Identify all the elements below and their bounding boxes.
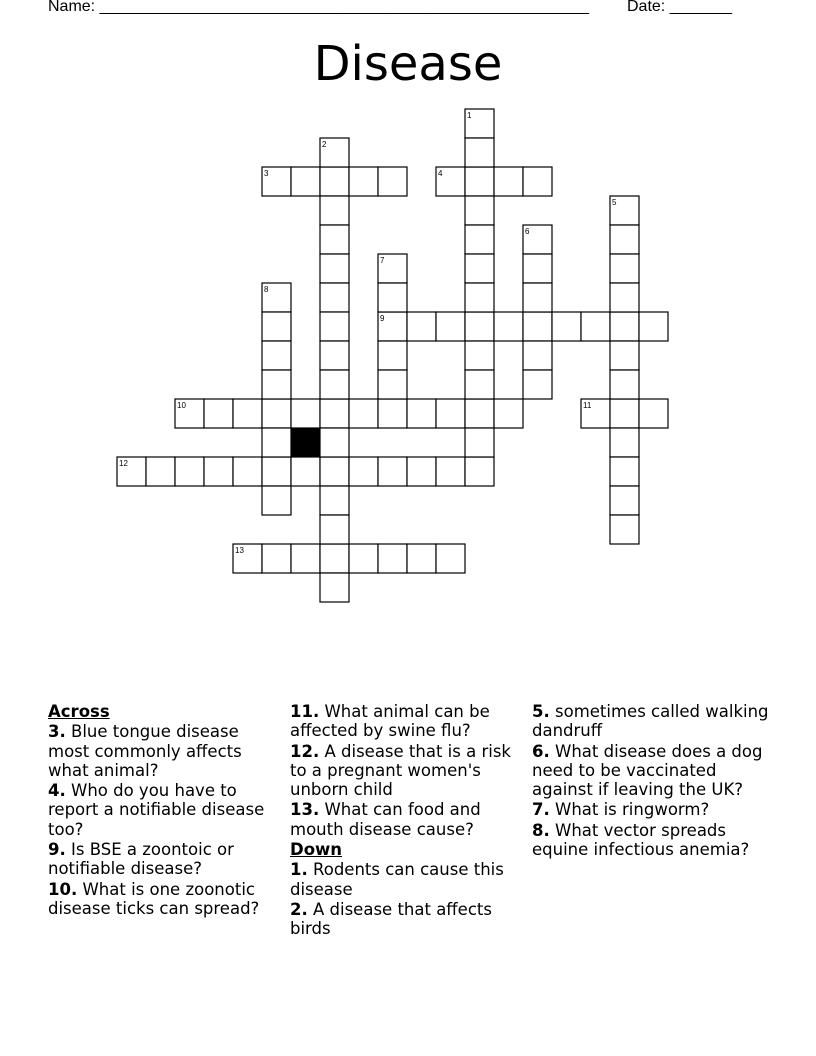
clue-across-12: 12. A disease that is a risk to a pregnant women's unborn child	[290, 741, 511, 800]
grid-cell[interactable]	[320, 225, 349, 254]
cell-number: 9	[380, 314, 385, 323]
grid-cell[interactable]	[320, 573, 349, 602]
grid-cell[interactable]	[291, 457, 320, 486]
grid-cell[interactable]	[204, 457, 233, 486]
clue-down-2: 2. A disease that affects birds	[290, 899, 492, 939]
grid-cell[interactable]	[262, 312, 291, 341]
cell-number: 4	[438, 169, 443, 178]
grid-cell[interactable]	[610, 370, 639, 399]
grid-cell[interactable]	[233, 457, 262, 486]
cell-number: 11	[583, 401, 592, 410]
grid-cell[interactable]	[523, 341, 552, 370]
clues-column-3	[532, 702, 782, 860]
grid-cell[interactable]	[465, 399, 494, 428]
grid-cell[interactable]	[610, 312, 639, 341]
grid-cell[interactable]	[523, 167, 552, 196]
cell-number: 8	[264, 285, 269, 294]
clue-across-9: 9. Is BSE a zoontoic or notifiable disease?	[48, 840, 234, 879]
grid-cell[interactable]	[610, 225, 639, 254]
grid-cell[interactable]	[320, 167, 349, 196]
grid-cell[interactable]	[175, 457, 204, 486]
grid-cell[interactable]	[465, 312, 494, 341]
grid-cell[interactable]	[465, 370, 494, 399]
grid-cell[interactable]	[262, 544, 291, 573]
grid-cell[interactable]	[378, 283, 407, 312]
grid-cell[interactable]	[523, 254, 552, 283]
clue-across-10: 10. What is one zoonotic disease ticks can spread?	[48, 879, 260, 918]
cell-number: 5	[612, 198, 617, 207]
grid-cell[interactable]	[349, 544, 378, 573]
grid-cell[interactable]	[465, 428, 494, 457]
grid-cell[interactable]	[320, 341, 349, 370]
grid-cell[interactable]	[320, 254, 349, 283]
grid-cell[interactable]	[465, 225, 494, 254]
grid-cell[interactable]	[436, 399, 465, 428]
grid-cell[interactable]	[436, 312, 465, 341]
grid-cell[interactable]	[291, 544, 320, 573]
grid-cell[interactable]	[204, 399, 233, 428]
grid-cell[interactable]	[552, 312, 581, 341]
cell-number: 2	[322, 140, 327, 149]
page-title: Disease	[313, 36, 503, 92]
grid-cell[interactable]	[407, 457, 436, 486]
grid-cell[interactable]	[465, 341, 494, 370]
grid-cell[interactable]	[320, 428, 349, 457]
grid-cell[interactable]	[523, 312, 552, 341]
grid-cell[interactable]	[349, 399, 378, 428]
grid-cell[interactable]	[465, 457, 494, 486]
grid-cell[interactable]	[262, 428, 291, 457]
clue-down-7: 7. What is ringworm?	[532, 800, 710, 820]
grid-cell[interactable]	[465, 196, 494, 225]
grid-cell[interactable]	[610, 515, 639, 544]
cell-number: 1	[467, 111, 472, 120]
grid-cell[interactable]	[523, 370, 552, 399]
grid-cell[interactable]	[262, 341, 291, 370]
grid-cell[interactable]	[378, 341, 407, 370]
grid-cell[interactable]	[407, 399, 436, 428]
grid-cell[interactable]	[262, 457, 291, 486]
grid-cell[interactable]	[523, 283, 552, 312]
grid-cell[interactable]	[320, 457, 349, 486]
grid-cell[interactable]	[320, 370, 349, 399]
grid-cell[interactable]	[320, 283, 349, 312]
grid-cell[interactable]	[378, 370, 407, 399]
grid-cell[interactable]	[581, 312, 610, 341]
clues-column-1	[48, 702, 280, 919]
cell-number: 12	[119, 459, 128, 468]
clue-across-3: 3. Blue tongue disease most commonly affects what animal?	[48, 722, 242, 780]
grid-cell[interactable]	[378, 544, 407, 573]
clue-across-13: 13. What can food and mouth disease cause?	[290, 800, 481, 839]
grid-cell[interactable]	[610, 341, 639, 370]
grid-cell[interactable]	[233, 399, 262, 428]
grid-cell[interactable]	[320, 486, 349, 515]
clue-across-4: 4. Who do you have to report a notifiable disease too?	[48, 781, 265, 839]
cell-number: 7	[380, 256, 385, 265]
across-heading: Across	[48, 702, 110, 721]
grid-cell[interactable]	[349, 457, 378, 486]
cell-number: 3	[264, 169, 269, 178]
grid-cell[interactable]	[494, 167, 523, 196]
clue-down-8: 8. What vector spreads equine infectious anemia?	[532, 820, 750, 860]
grid-cell[interactable]	[465, 283, 494, 312]
grid-cell[interactable]	[320, 399, 349, 428]
down-heading: Down	[290, 840, 343, 860]
grid-cell[interactable]	[146, 457, 175, 486]
grid-cell[interactable]	[494, 312, 523, 341]
cell-number: 6	[525, 227, 530, 236]
grid-cell[interactable]	[378, 457, 407, 486]
grid-cell[interactable]	[610, 486, 639, 515]
grid-cell[interactable]	[262, 486, 291, 515]
grid-cell[interactable]	[320, 196, 349, 225]
grid-cell[interactable]	[407, 312, 436, 341]
grid-cell[interactable]	[320, 312, 349, 341]
grid-cell[interactable]	[407, 544, 436, 573]
grid-cell[interactable]	[610, 457, 639, 486]
grid-cell[interactable]	[378, 167, 407, 196]
grid-cell[interactable]	[320, 544, 349, 573]
grid-cell[interactable]	[291, 399, 320, 428]
grid-cell[interactable]	[436, 457, 465, 486]
grid-cell[interactable]	[465, 167, 494, 196]
grid-cell[interactable]	[262, 399, 291, 428]
clue-across-11: 11. What animal can be affected by swine flu?	[290, 702, 490, 741]
grid-cell[interactable]	[320, 515, 349, 544]
grid-cell[interactable]	[349, 167, 378, 196]
clues-column-2	[290, 702, 522, 940]
grid-cell[interactable]	[465, 254, 494, 283]
grid-cell[interactable]	[465, 138, 494, 167]
grid-cell[interactable]	[639, 312, 668, 341]
grid-cell[interactable]	[639, 399, 668, 428]
clue-down-5: 5. sometimes called walking dandruff	[532, 702, 769, 741]
grid-cell[interactable]	[262, 370, 291, 399]
grid-cell[interactable]	[291, 167, 320, 196]
grid-cell[interactable]	[610, 254, 639, 283]
name-field[interactable]: Name: _______________________________________________________	[48, 0, 589, 15]
grid-cell[interactable]	[610, 283, 639, 312]
black-square	[291, 428, 320, 457]
grid-cell[interactable]	[610, 428, 639, 457]
cell-number: 13	[235, 546, 244, 555]
grid-cell[interactable]	[378, 399, 407, 428]
grid-cell[interactable]	[610, 399, 639, 428]
clue-down-6: 6. What disease does a dog need to be vaccinated against if leaving the UK?	[532, 741, 763, 800]
date-field[interactable]: Date: _______	[627, 0, 732, 15]
clue-down-1: 1. Rodents can cause this disease	[290, 860, 504, 899]
cell-number: 10	[177, 401, 186, 410]
grid-cell[interactable]	[494, 399, 523, 428]
grid-cell[interactable]	[436, 544, 465, 573]
